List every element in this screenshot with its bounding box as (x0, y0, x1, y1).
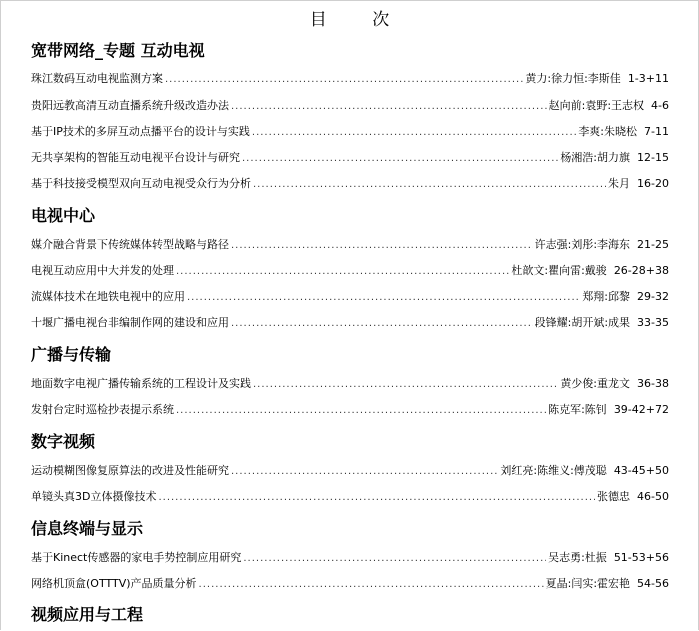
toc-entry[interactable] (31, 150, 669, 166)
dot-leader (231, 99, 547, 115)
entry-authors: 段锋耀:胡开斌:成果 (534, 316, 631, 329)
entry-authors: 李爽:朱晓松 (578, 125, 638, 138)
entry-title: 基于Kinect传感器的家电手势控制应用研究 (31, 551, 242, 564)
entry-title: 运动模糊图像复原算法的改进及性能研究 (31, 464, 229, 477)
toc-entry[interactable] (31, 315, 669, 331)
entry-authors: 黄力:徐力恒:李斯佳 (525, 72, 621, 85)
entry-title: 媒介融合背景下传统媒体转型战略与路径 (31, 238, 229, 251)
entry-title: 基于IP技术的多屏互动点播平台的设计与实践 (31, 125, 250, 138)
entry-pages: 39-42+72 (613, 403, 669, 416)
section-heading: 电视中心 (31, 206, 96, 225)
dot-leader (242, 151, 558, 167)
dot-leader (252, 125, 576, 141)
toc-entry[interactable] (31, 98, 669, 114)
entry-authors: 郑翔:邱黎 (582, 290, 631, 303)
entry-authors: 陈克军:陈钊 (548, 403, 607, 416)
entry-pages: 36-38 (637, 377, 669, 390)
dot-leader (231, 464, 498, 480)
entry-pages: 1-3+11 (627, 72, 669, 85)
entry-title: 电视互动应用中大并发的处理 (31, 264, 174, 277)
dot-leader (199, 577, 544, 593)
toc-entry[interactable] (31, 289, 669, 305)
entry-title: 网络机顶盒(OTTTV)产品质量分析 (31, 577, 197, 590)
entry-authors: 黄少俊:重龙文 (560, 377, 631, 390)
dot-leader (243, 551, 546, 567)
dot-leader (253, 177, 606, 193)
section-heading: 数字视频 (31, 432, 96, 451)
entry-authors: 吴志勇:杜振 (548, 551, 607, 564)
toc-entry[interactable] (31, 550, 669, 566)
entry-pages: 33-35 (637, 316, 669, 329)
entry-authors: 许志强:刘彤:李海东 (534, 238, 631, 251)
entry-pages: 16-20 (637, 177, 669, 190)
dot-leader (231, 316, 533, 332)
entry-authors: 赵向前:袁野:王志权 (548, 99, 645, 112)
entry-title: 基于科技接受模型双向互动电视受众行为分析 (31, 177, 251, 190)
entry-pages: 7-11 (644, 125, 669, 138)
dot-leader (231, 238, 533, 254)
dot-leader (158, 490, 595, 506)
toc-entry[interactable] (31, 576, 669, 592)
entry-title: 十堰广播电视台非编制作网的建设和应用 (31, 316, 229, 329)
entry-title: 流媒体技术在地铁电视中的应用 (31, 290, 185, 303)
dot-leader (253, 377, 558, 393)
entry-authors: 夏晶:闫实:霍宏艳 (545, 577, 631, 590)
entry-pages: 26-28+38 (613, 264, 669, 277)
entry-pages: 29-32 (637, 290, 669, 303)
toc-entry[interactable] (31, 124, 669, 140)
entry-title: 发射台定时巡检抄表提示系统 (31, 403, 174, 416)
toc-entry[interactable] (31, 402, 669, 418)
entry-pages: 21-25 (637, 238, 669, 251)
entry-pages: 12-15 (637, 151, 669, 164)
entry-pages: 4-6 (651, 99, 669, 112)
dot-leader (165, 72, 523, 88)
dot-leader (187, 290, 580, 306)
entry-authors: 张德忠 (597, 490, 631, 503)
entry-authors: 朱月 (608, 177, 631, 190)
entry-title: 无共享架构的智能互动电视平台设计与研究 (31, 151, 240, 164)
entry-pages: 43-45+50 (613, 464, 669, 477)
toc-entry[interactable] (31, 376, 669, 392)
section-heading: 广播与传输 (31, 345, 112, 364)
toc-entry[interactable] (31, 463, 669, 479)
toc-entry[interactable] (31, 71, 669, 87)
toc-entry[interactable] (31, 263, 669, 279)
entry-pages: 54-56 (637, 577, 669, 590)
entry-authors: 杜歆文:瞿向雷:戴骏 (511, 264, 607, 277)
toc-entry[interactable] (31, 237, 669, 253)
toc-entry[interactable] (31, 176, 669, 192)
entry-title: 地面数字电视广播传输系统的工程设计及实践 (31, 377, 251, 390)
section-heading: 视频应用与工程 (31, 605, 144, 624)
section-heading: 信息终端与显示 (31, 519, 144, 538)
entry-title: 贵阳远教高清互动直播系统升级改造办法 (31, 99, 229, 112)
entry-authors: 刘红亮:陈维义:傅茂聪 (500, 464, 607, 477)
entry-title: 单镜头真3D立体摄像技术 (31, 490, 157, 503)
entry-pages: 46-50 (637, 490, 669, 503)
dot-leader (176, 264, 509, 280)
entry-pages: 51-53+56 (613, 551, 669, 564)
toc-entry[interactable] (31, 489, 669, 505)
toc-title: 目 次 (309, 10, 410, 30)
entry-title: 珠江数码互动电视监测方案 (31, 72, 163, 85)
section-heading: 宽带网络_专题 互动电视 (31, 41, 205, 60)
entry-authors: 杨湘浩:胡力旗 (560, 151, 631, 164)
dot-leader (176, 403, 546, 419)
